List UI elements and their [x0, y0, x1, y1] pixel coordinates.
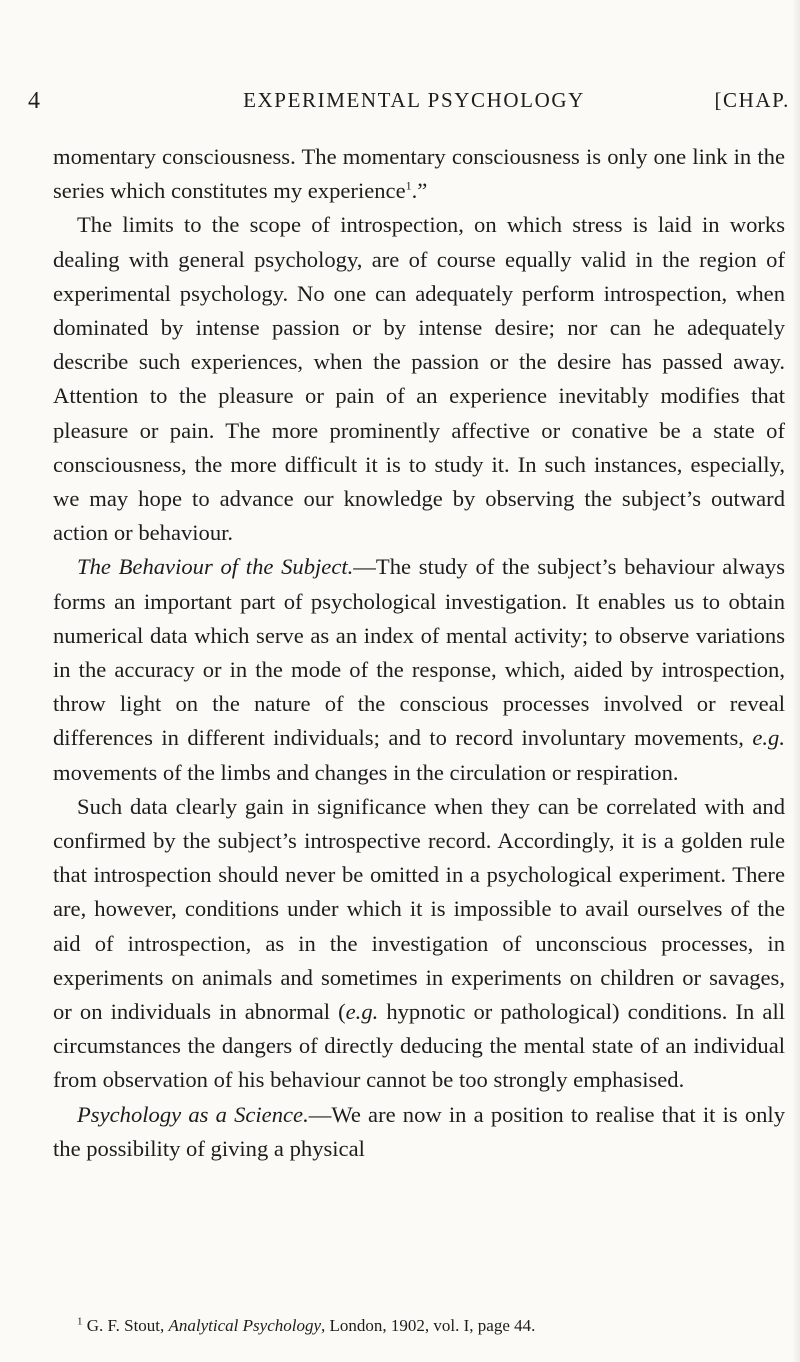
paragraph-text: Such data clearly gain in significance when they can be correlated with and confirmed by the subject’s introspective record. Accordingly, it is a golden rule that introspection should never be omitted in a psychological experiment. There are, however, conditions under which it is impossible to avail ourselves of the aid of introspection, as in the investigation of unconscious processes, in experiments on animals and sometimes in experiments on children or savages, or on individuals in abnormal (	[53, 793, 785, 1025]
paragraph-data-significance	[53, 790, 785, 1098]
paragraph-continuation	[53, 140, 785, 208]
paragraph-text: hypnotic or pathological) conditions. In all circumstances the dangers of directly deducing the mental state of an individual from observation of his behaviour cannot be too strongly emphasised.	[53, 999, 786, 1093]
footnote-reference: 1	[405, 178, 412, 193]
paragraph-psychology-science	[53, 1098, 785, 1166]
running-title: EXPERIMENTAL PSYCHOLOGY	[243, 88, 585, 112]
section-heading-science: Psychology as a Science.	[77, 1101, 309, 1127]
paragraph-text: momentary consciousness. The momentary consciousness is only one link in the series which constitutes my experience	[53, 144, 785, 204]
footnote-details: , London, 1902, vol. I, page 44.	[321, 1316, 536, 1335]
footnote-author: G. F. Stout,	[86, 1316, 169, 1335]
chapter-marker: [CHAP.	[714, 88, 790, 112]
paragraph-text: The limits to the scope of introspection, on which stress is laid in works dealing with general psychology, are of course equally valid in the region of experimental psychology. No one can adequately perform introspection, when dominated by intense passion or by intense desire; nor can he adequately describe such experiences, when the passion or the desire has passed away. Attention to the pleasure or pain of an experience inevitably modifies that pleasure or pain. The more prominently affective or conative be a state of consciousness, the more difficult it is to study it. In such instances, especially, we may hope to advance our knowledge by observing the subject’s outward action or behaviour.	[53, 212, 785, 546]
page-edge-shadow	[792, 0, 800, 1362]
italic-eg: e.g.	[345, 999, 379, 1025]
running-head	[28, 88, 790, 118]
paragraph-text: —We are now in a position to realise that it is only the possibility of giving a physical	[53, 1101, 785, 1161]
paragraph-text: movements of the limbs and changes in the circulation or respiration.	[53, 759, 679, 785]
footnote-title: Analytical Psychology	[168, 1316, 322, 1335]
page-number: 4	[28, 88, 42, 114]
paragraph-introspection-limits	[53, 208, 785, 550]
italic-eg: e.g.	[752, 725, 785, 751]
body-text	[53, 140, 785, 1166]
paragraph-text: .”	[411, 178, 428, 204]
footnote-mark: 1	[77, 1315, 83, 1328]
section-heading-behaviour: The Behaviour of the Subject.	[77, 554, 354, 580]
paragraph-behaviour	[53, 550, 785, 789]
paragraph-text: —The study of the subject’s behaviour always forms an important part of psychological investigation. It enables us to obtain numerical data which serve as an index of mental activity; to observe variations in the accuracy or in the mode of the response, which, aided by introspection, throw light on the nature of the conscious processes involved or reveal differences in different individuals; and to record involuntary movements,	[53, 554, 785, 751]
footnote	[53, 1314, 785, 1338]
